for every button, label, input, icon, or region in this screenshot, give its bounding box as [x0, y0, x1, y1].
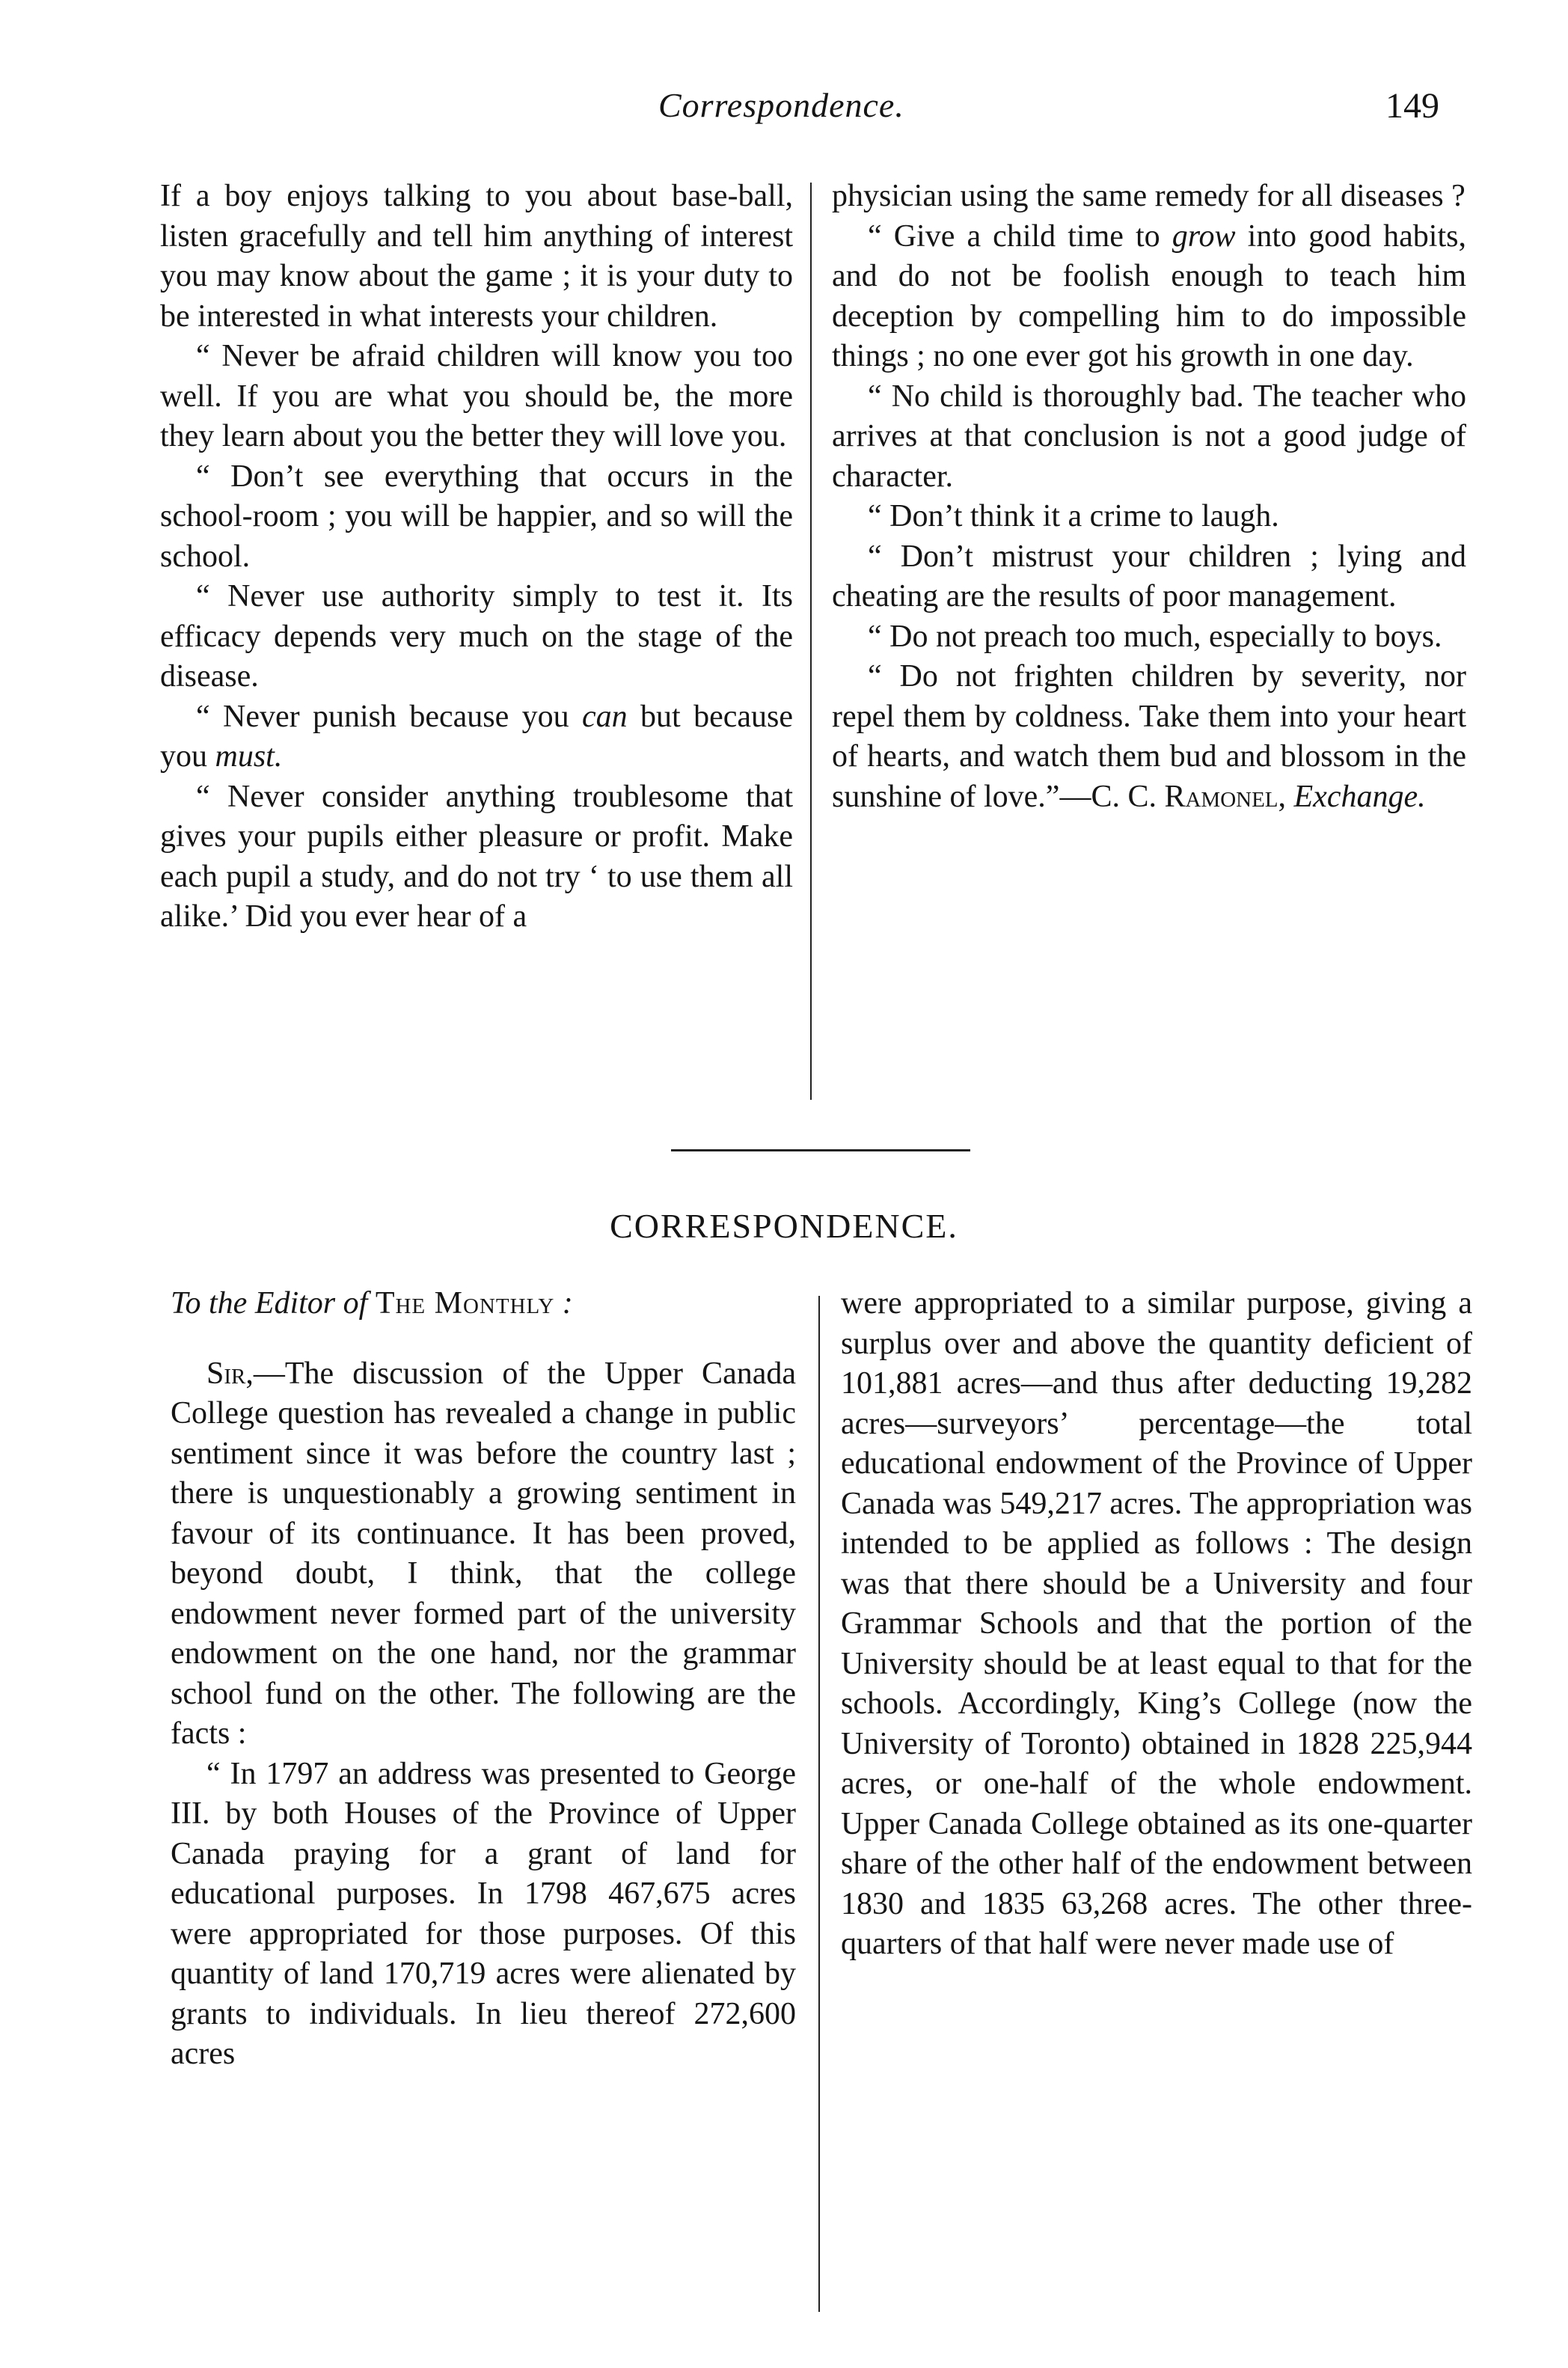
paragraph-physician: physician using the same remedy for all diseases ? [832, 179, 1466, 213]
paragraph-dont-see: “ Don’t see everything that occurs in the school-room ; you will be happier, and so will the school. [160, 459, 793, 574]
letter-left-column [171, 1284, 796, 2075]
punish-emphasis-must: must. [215, 739, 283, 774]
paragraph-grow [832, 217, 1466, 377]
letter-salutation [171, 1284, 796, 1324]
salutation-suffix: : [554, 1286, 573, 1321]
punish-text-2: but because you [160, 699, 793, 774]
paragraph-no-child-bad: “ No child is thoroughly bad. The teacher who arrives at that conclusion is not a good judge of character. [832, 379, 1466, 494]
page-number: 149 [1385, 86, 1439, 126]
paragraph-baseball: If a boy enjoys talking to you about base-ball, listen gracefully and tell him anything of interest you may know about the game ; it is your duty to be interested in what interests your children. [160, 179, 793, 334]
grow-emphasis: grow [1172, 218, 1236, 254]
citation-separator: , [1278, 779, 1294, 814]
frighten-text: “ Do not frighten children by severity, nor repel them by coldness. Take them into your heart of hearts, and watch them bud and blossom in the sunshine of love.”—C. C. [832, 659, 1466, 814]
top-left-column [160, 177, 793, 937]
paragraph-troublesome: “ Never consider anything troublesome that gives your pupils either pleasure or profit. Make each pupil a study, and do not try ‘ to use them all alike.’ Did you ever hear of a [160, 779, 793, 934]
letter-right-column [841, 1284, 1472, 1965]
punish-emphasis-can: can [582, 699, 628, 734]
grow-text-2: into good habits, and do not be foolish enough to teach him deception by compelling him to do impossible things ; no one ever got his growth in one day. [832, 218, 1466, 373]
paragraph-authority: “ Never use authority simply to test it. Its efficacy depends very much on the stage of the disease. [160, 579, 793, 694]
section-divider [671, 1149, 970, 1151]
letter-opening-text: ,—The discussion of the Upper Canada College question has revealed a change in public sentiment since it was before the country last ; there is unquestionably a growing sentiment in favour of its continuance. It has been proved, beyond doubt, I think, that the college endowment never formed part of the university endowment on the one hand, nor the grammar school fund on the other. The following are the facts : [171, 1356, 796, 1751]
running-title: Correspondence. [658, 86, 904, 124]
paragraph-preach: “ Do not preach too much, especially to boys. [868, 619, 1442, 654]
top-right-column [832, 177, 1466, 817]
section-heading: CORRESPONDENCE. [610, 1207, 958, 1245]
letter-quote: “ In 1797 an address was presented to George III. by both Houses of the Province of Upper Canada praying for a grant of land for educational purposes. In 1798 467,675 acres were appropriated for those purposes. Of this quantity of land 170,719 acres were alienated by grants to individuals. In lieu thereof 272,600 acres [171, 1756, 796, 2071]
salutation-name: The Monthly [375, 1286, 555, 1321]
letter-opening [171, 1354, 796, 1754]
paragraph-punish [160, 697, 793, 777]
paragraph-laugh: “ Don’t think it a crime to laugh. [868, 499, 1279, 533]
letter-continuation: were appropriated to a similar purpose, giving a surplus over and above the quantity deficient of 101,881 acres—and thus after deducting 19,282 acres—surveyors’ percentage—the total educational endowment of the Province of Upper Canada was 549,217 acres. The appropriation was intended to be applied as follows : The design was that there should be a University and four Grammar Schools and that the portion of the University should be at least equal to that for the schools. Accordingly, King’s College (now the University of Toronto) obtained in 1828 225,944 acres, or one-half of the whole endowment. Upper Canada College obtained as its one-quarter share of the other half of the endowment between 1830 and 1835 63,268 acres. The other three-quarters of that half were never made use of [841, 1286, 1472, 1961]
letter-sir: Sir [206, 1356, 246, 1391]
paragraph-frighten [832, 657, 1466, 817]
column-divider-bottom [818, 1296, 820, 2312]
grow-text-1: “ Give a child time to [868, 218, 1172, 254]
column-divider-top [810, 183, 812, 1100]
salutation-prefix: To the Editor of [171, 1286, 376, 1321]
source-title: Exchange. [1293, 779, 1426, 814]
author-name: Ramonel [1164, 779, 1278, 814]
paragraph-never-afraid: “ Never be afraid children will know you too well. If you are what you should be, the more they learn about you the better they will love you. [160, 339, 793, 453]
punish-text-1: “ Never punish because you [196, 699, 583, 734]
paragraph-mistrust: “ Don’t mistrust your children ; lying and cheating are the results of poor management. [832, 539, 1466, 614]
